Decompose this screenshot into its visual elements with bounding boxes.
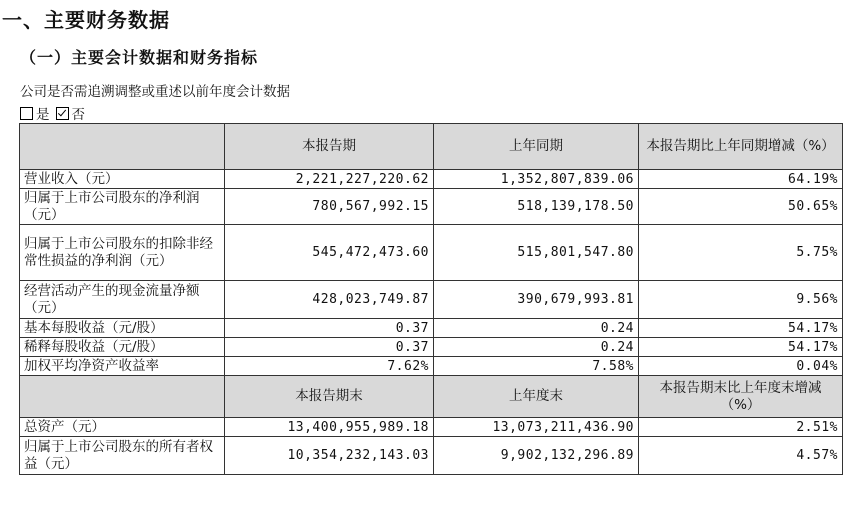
row-label: 总资产（元）: [20, 418, 225, 437]
change-value: 4.57%: [639, 437, 843, 475]
table-header-row: [20, 376, 843, 418]
row-label: 归属于上市公司股东的扣除非经常性损益的净利润（元）: [20, 225, 225, 281]
row-label: 营业收入（元）: [20, 170, 225, 189]
row-label: 归属于上市公司股东的所有者权益（元）: [20, 437, 225, 475]
table-row: [20, 357, 843, 376]
current-value: 780,567,992.15: [225, 189, 434, 225]
prior-value: 1,352,807,839.06: [434, 170, 639, 189]
prior-value: 9,902,132,296.89: [434, 437, 639, 475]
financial-data-table: [19, 123, 843, 475]
option-yes[interactable]: [20, 103, 50, 123]
current-value: 0.37: [225, 338, 434, 357]
prior-value: 390,679,993.81: [434, 281, 639, 319]
change-value: 50.65%: [639, 189, 843, 225]
change-value: 54.17%: [639, 319, 843, 338]
header-cell-prior-period: 上年同期: [434, 124, 639, 170]
row-label: 稀释每股收益（元/股）: [20, 338, 225, 357]
header-cell-period-end: 本报告期末: [225, 376, 434, 418]
current-value: 7.62%: [225, 357, 434, 376]
table-header-row: [20, 124, 843, 170]
change-value: 64.19%: [639, 170, 843, 189]
current-value: 0.37: [225, 319, 434, 338]
prior-value: 515,801,547.80: [434, 225, 639, 281]
table-row: [20, 437, 843, 475]
table-row: [20, 189, 843, 225]
prior-value: 0.24: [434, 319, 639, 338]
current-value: 13,400,955,989.18: [225, 418, 434, 437]
header-cell-prior-year-end: 上年度末: [434, 376, 639, 418]
option-no-label: 否: [71, 107, 85, 123]
change-value: 5.75%: [639, 225, 843, 281]
current-value: 2,221,227,220.62: [225, 170, 434, 189]
change-value: 9.56%: [639, 281, 843, 319]
header-cell-blank: [20, 376, 225, 418]
row-label: 经营活动产生的现金流量净额（元）: [20, 281, 225, 319]
subsection-heading: （一）主要会计数据和财务指标: [20, 48, 259, 67]
checkbox-unchecked-icon[interactable]: [20, 107, 33, 120]
prior-value: 0.24: [434, 338, 639, 357]
table-row: [20, 281, 843, 319]
option-no[interactable]: [56, 103, 86, 123]
prior-value: 7.58%: [434, 357, 639, 376]
table-row: [20, 225, 843, 281]
row-label: 归属于上市公司股东的净利润（元）: [20, 189, 225, 225]
option-yes-label: 是: [36, 107, 50, 123]
header-cell-change: 本报告期末比上年度末增减（%）: [639, 376, 843, 418]
prior-value: 13,073,211,436.90: [434, 418, 639, 437]
prior-value: 518,139,178.50: [434, 189, 639, 225]
change-value: 0.04%: [639, 357, 843, 376]
section-heading: 一、主要财务数据: [2, 8, 170, 32]
restatement-question: 公司是否需追溯调整或重述以前年度会计数据: [20, 84, 290, 100]
header-cell-current-period: 本报告期: [225, 124, 434, 170]
table-row: [20, 319, 843, 338]
current-value: 10,354,232,143.03: [225, 437, 434, 475]
checkbox-checked-icon[interactable]: [56, 107, 69, 120]
row-label: 加权平均净资产收益率: [20, 357, 225, 376]
restatement-options: [20, 103, 91, 123]
header-cell-blank: [20, 124, 225, 170]
row-label: 基本每股收益（元/股）: [20, 319, 225, 338]
current-value: 545,472,473.60: [225, 225, 434, 281]
change-value: 2.51%: [639, 418, 843, 437]
table-row: [20, 170, 843, 189]
table-row: [20, 338, 843, 357]
change-value: 54.17%: [639, 338, 843, 357]
header-cell-change: 本报告期比上年同期增减（%）: [639, 124, 843, 170]
current-value: 428,023,749.87: [225, 281, 434, 319]
table-row: [20, 418, 843, 437]
